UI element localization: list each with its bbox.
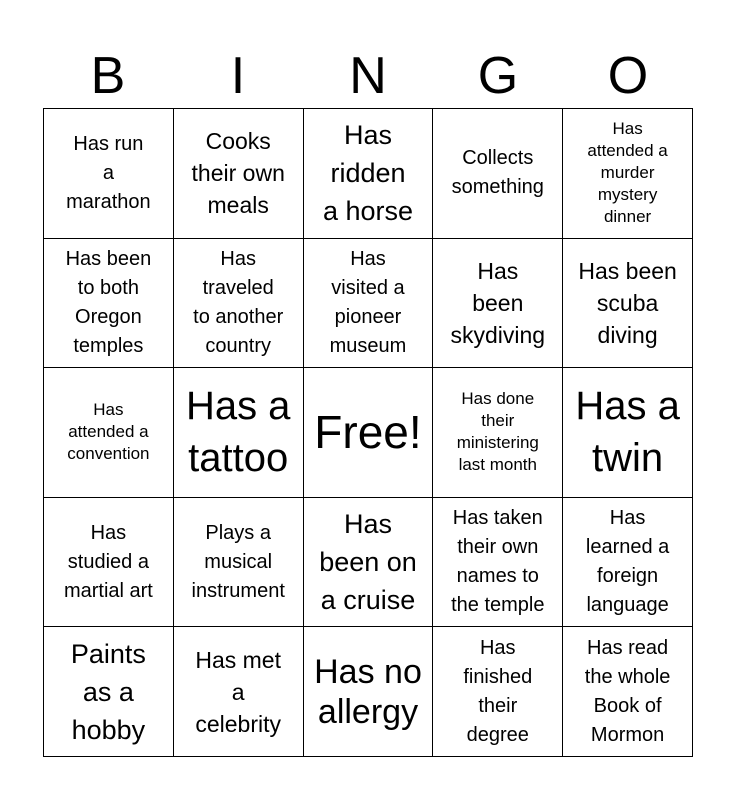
bingo-cell[interactable] [304,109,434,239]
bingo-cell-label: Has taken their own names to the temple [451,507,545,617]
bingo-cell[interactable] [433,239,563,369]
header-letter-b: B [90,47,126,105]
bingo-cell-label: Has visited a pioneer museum [329,247,407,357]
bingo-cell[interactable] [563,627,693,757]
bingo-cell[interactable] [304,627,434,757]
bingo-grid [43,108,693,757]
bingo-cell[interactable] [174,368,304,498]
bingo-cell[interactable] [174,109,304,239]
bingo-cell[interactable] [44,627,174,757]
bingo-cell-label: Has studied a martial art [63,521,153,602]
bingo-cell-label: Has attended a convention [67,400,150,464]
bingo-cell[interactable] [174,627,304,757]
header-letter-n: N [349,47,387,105]
bingo-cell[interactable] [433,368,563,498]
bingo-cell[interactable] [44,368,174,498]
bingo-cell-label: Has attended a murder mystery dinner [587,119,668,227]
bingo-cell[interactable] [174,498,304,628]
bingo-cell-label: Has ridden a horse [322,120,414,227]
bingo-cell-label: Has learned a foreign language [585,507,670,617]
bingo-cell-label: Has a twin [575,384,680,481]
bingo-cell-label: Has been on a cruise [319,509,417,616]
bingo-cell[interactable] [174,239,304,369]
bingo-cell[interactable] [433,627,563,757]
bingo-header [43,44,693,108]
bingo-cell-label: Has met a celebrity [195,646,282,737]
bingo-cell-label: Has been scuba diving [578,257,677,348]
bingo-cell-label: Collects something [451,147,544,199]
bingo-cell-label: Has a tattoo [185,384,291,481]
bingo-cell-label: Has been to both Oregon temples [65,247,152,357]
bingo-cell-label: Has been skydiving [450,257,546,348]
free-space-cell[interactable] [304,368,434,498]
bingo-cell[interactable] [304,498,434,628]
bingo-cell[interactable] [44,498,174,628]
bingo-cell[interactable] [44,109,174,239]
bingo-cell[interactable] [563,498,693,628]
bingo-cell[interactable] [563,109,693,239]
header-letter-i: I [230,47,246,105]
bingo-cell-label: Has finished their degree [463,636,533,746]
bingo-cell-label: Free! [314,406,422,459]
bingo-cell-label: Cooks their own meals [191,128,285,219]
bingo-cell-label: Has read the whole Book of Mormon [584,636,671,746]
bingo-cell[interactable] [433,498,563,628]
bingo-cell-label: Has done their ministering last month [456,389,539,475]
bingo-cell-label: Paints as a hobby [70,638,146,745]
bingo-cell-label: Has run a marathon [66,132,151,213]
header-letter-o: O [607,47,649,105]
bingo-cell-label: Has traveled to another country [193,247,284,357]
bingo-cell[interactable] [44,239,174,369]
bingo-cell[interactable] [304,239,434,369]
bingo-cell[interactable] [563,239,693,369]
bingo-cell-label: Plays a musical instrument [191,521,285,602]
bingo-cell-label: Has no allergy [314,652,422,731]
bingo-cell[interactable] [433,109,563,239]
header-letter-g: G [477,47,519,105]
bingo-cell[interactable] [563,368,693,498]
